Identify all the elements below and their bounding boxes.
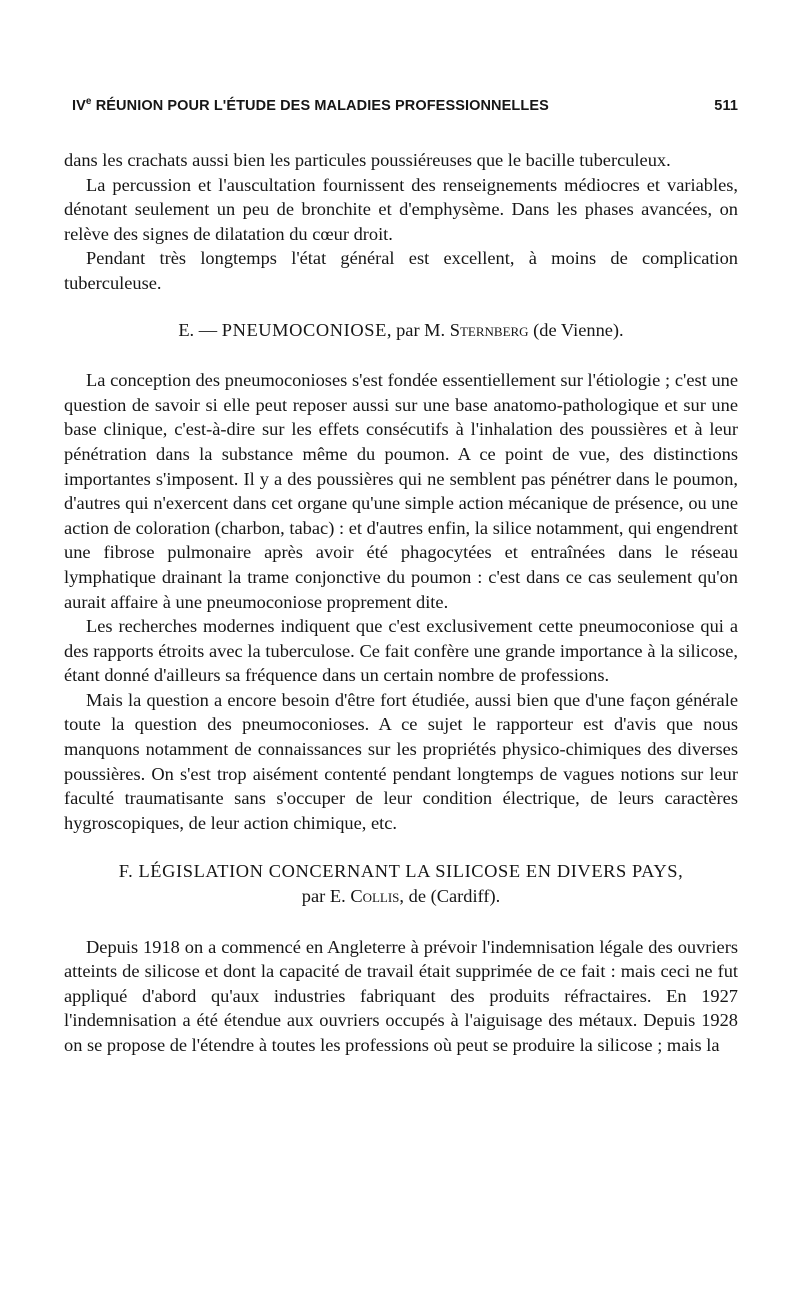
section-e-heading [64, 318, 738, 343]
paragraph: Depuis 1918 on a commencé en Angleterre à prévoir l'indemnisation légale des ouvriers atteints de silicose et dont la capacité de travail était supprimée de ce fait : mais ceci ne fut appliqué d'abord qu'aux industries fabriquant des produits réfractaires. En 1927 l'indemnisation a été étendue aux ouvriers occupés à l'aiguisage des métaux. Depuis 1928 on se propose de l'étendre à toutes les professions où peut se produire la silicose ; mais la [64, 936, 738, 1055]
section-e-title: PNEUMOCONIOSE [221, 319, 387, 340]
section-f-author: Collis [350, 886, 400, 907]
section-f-title: F. LÉGISLATION CONCERNANT LA SILICOSE EN DIVERS PAYS, [118, 861, 684, 882]
paragraph: Mais la question a encore besoin d'être fort étudiée, aussi bien que d'une façon générale toute la question des pneumoconioses. A ce sujet le rapporteur est d'avis que nous manquons notamment de connaissances sur les propriétés physico-chimiques des diverses poussières. On s'est trop aisément contenté pendant longtemps de vagues notions sur leur faculté traumatisante sans s'occuper de leur condition électrique, de leurs caractères hygroscopiques, de leur action chimique, etc. [64, 689, 738, 833]
paragraph: Les recherches modernes indiquent que c'est exclusivement cette pneumoconiose qui a des rapports étroits avec la tuberculose. Ce fait confère une grande importance à la silicose, étant donné d'ailleurs sa fréquence dans un certain nombre de professions. [64, 616, 738, 686]
running-head-roman: IV [72, 97, 86, 114]
running-head-superscript: e [85, 96, 92, 107]
section-f-byline [64, 884, 738, 909]
page [64, 96, 738, 1058]
paragraph: La percussion et l'auscultation fournissent des renseignements médiocres et variables, dénotant seulement un peu de bronchite et d'emphysème. Dans les phases avancées, on relève des signes de dilatation du cœur droit. [64, 174, 738, 244]
paragraph: dans les crachats aussi bien les particules poussiéreuses que le bacille tuberculeux. [64, 150, 671, 170]
section-e-author: Sternberg [449, 319, 529, 340]
section-f-place: , de (Cardiff). [399, 886, 501, 907]
page-number: 511 [714, 97, 738, 114]
body-text [64, 148, 738, 1058]
running-head [72, 96, 738, 118]
section-e-by: , par M. [386, 319, 450, 340]
paragraph: La conception des pneumoconioses s'est fondée essentiellement sur l'étiologie ; c'est une question de savoir si elle peut reposer aussi sur une base anatomo-pathologique et sur une base clinique, c'est-à-dire sur les effets consécutifs à l'inhalation des poussières et à leur pénétration dans la substance même du poumon. A ce point de vue, des distinctions importantes s'imposent. Il y a des poussières qui ne semblent pas pénétrer dans le poumon, d'autres qui n'exercent dans cet organe qu'une simple action mécanique de présence, ou une action de coloration (charbon, tabac) : et d'autres enfin, la silice notamment, qui engendrent une fibrose pulmonaire après avoir été phagocytées et entraînées dans le réseau lymphatique drainant la trame conjonctive du poumon : c'est dans ce cas seulement qu'on aurait affaire à une pneumoconiose proprement dite. [64, 370, 738, 612]
running-head-text: RÉUNION POUR L'ÉTUDE DES MALADIES PROFESSIONNELLES [91, 97, 549, 114]
running-head-title [72, 96, 549, 114]
section-e-place: (de Vienne). [528, 319, 624, 340]
section-e-letter: E. — [178, 319, 222, 340]
paragraph: Pendant très longtemps l'état général est excellent, à moins de complication tuberculeuse. [64, 248, 738, 293]
section-f-by: par E. [301, 886, 351, 907]
section-f-heading [64, 859, 738, 908]
